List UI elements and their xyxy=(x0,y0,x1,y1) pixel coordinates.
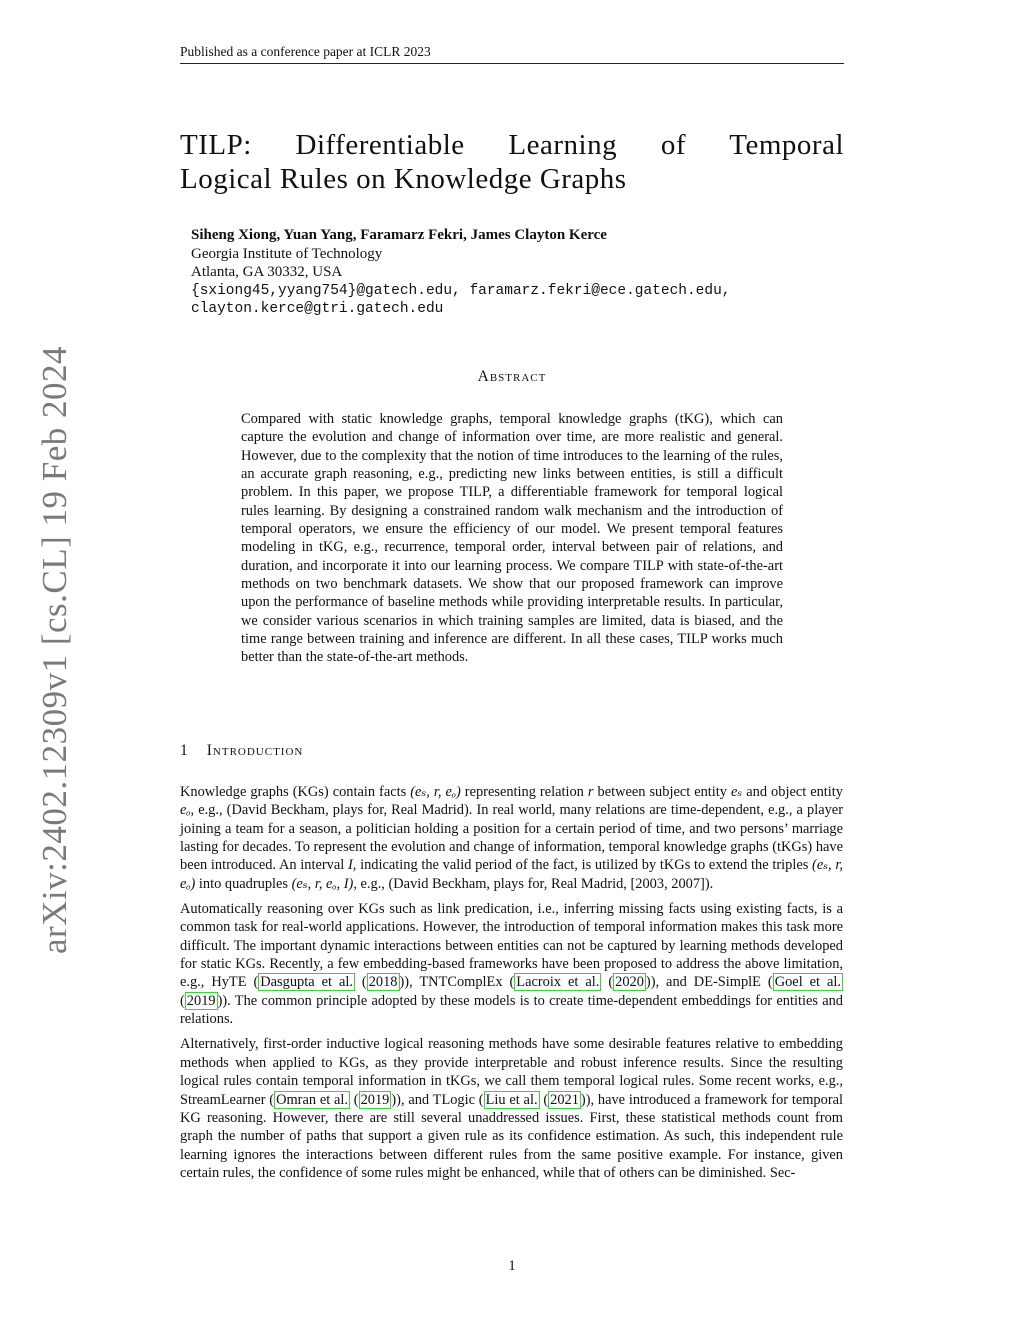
math-triple: (eₛ, r, eₒ) xyxy=(180,857,843,892)
math-interval: I xyxy=(347,857,353,874)
page-number: 1 xyxy=(508,1258,516,1274)
math-subject: eₛ xyxy=(731,784,743,800)
introduction-body xyxy=(180,783,843,1189)
author-emails-line-2[interactable]: clayton.kerce@gtri.gatech.edu xyxy=(191,301,444,317)
citation-year-link[interactable]: 2018 xyxy=(368,974,398,991)
author-emails-line-1[interactable]: {sxiong45,yyang754}@gatech.edu, faramarz.fekri@ece.gatech.edu, xyxy=(191,282,731,299)
title-line-1: TILP: Differentiable Learning of Temporal xyxy=(180,129,844,161)
abstract-heading: Abstract xyxy=(477,368,547,385)
section-heading-introduction xyxy=(180,742,303,760)
citation-year-link[interactable]: 2019 xyxy=(186,992,216,1009)
arxiv-identifier-stamp[interactable]: arXiv:2402.12309v1 [cs.CL] 19 Feb 2024 xyxy=(35,345,74,955)
citation-link[interactable]: Liu et al. xyxy=(485,1091,538,1108)
citation-link[interactable]: Dasgupta et al. xyxy=(260,974,353,991)
paper-title xyxy=(180,128,844,196)
author-block xyxy=(191,226,731,319)
math-quadruple: (eₛ, r, eₒ, I) xyxy=(291,875,354,892)
section-title: Introduction xyxy=(206,742,304,759)
paragraph-1: Knowledge graphs (KGs) contain facts (eₛ, r, eₒ) representing relation r between subject entity eₛ and object entity eₒ, e.g., (David Beckham, plays for, Real Madrid). In real world, many relations are time-dependent, e.g., a player joining a team for a season, a politician holding a position for a certain period of time, and two persons’ marriage lasting for decades. To represent the evolution and change of information, temporal knowledge graphs (tKGs) have been introduced. An interval I, indicating the valid period of the fact, is utilized by tKGs to extend the triples (eₛ, r, eₒ) into quadruples (eₛ, r, eₒ, I), e.g., (David Beckham, plays for, Real Madrid, [2003, 2007]). xyxy=(180,784,844,892)
citation-year-link[interactable]: 2021 xyxy=(550,1091,579,1108)
abstract-text: Compared with static knowledge graphs, temporal knowledge graphs (tKG), which can capture the evolution and change of information over time, are more realistic and general. However, due to the complexity that the notion of time introduces to the learning of the rules, an accurate graph reasoning, e.g., predicting new links between entities, is still a difficult problem. In this paper, we propose TILP, a differentiable framework for temporal logical rules learning. By designing a constrained random walk mechanism and the introduction of temporal operators, we ensure the efficiency of our model. We present temporal features modeling in tKG, e.g., recurrence, temporal order, interval between pair of relations, and duration, and incorporate it into our learning process. We compare TILP with state-of-the-art methods on two benchmark datasets. We show that our proposed framework can improve upon the performance of baseline methods while providing interpretable results. In particular, we consider various scenarios in which training samples are limited, data is biased, and the time range between training and inference are different. In all these cases, TILP works much better than the state-of-the-art methods. xyxy=(241,411,783,666)
citation-year-link[interactable]: 2020 xyxy=(615,974,644,991)
title-line-2: Logical Rules on Knowledge Graphs xyxy=(180,163,627,195)
citation-link[interactable]: Goel et al. xyxy=(774,974,841,991)
section-number: 1 xyxy=(180,742,189,759)
paragraph-3: Alternatively, first-order inductive logical reasoning methods have some desirable features relative to embedding methods when applied to KGs, as they provide interpretable and robust inference results. Since the resulting logical rules contain temporal information in tKGs, we call them temporal logical rules. Some recent works, e.g., StreamLearner ( Omran et al. ( 2019 )), and TLogic ( Liu et al. ( 2021 )), have introduced a framework for temporal KG reasoning. However, there are still several unaddressed issues. First, these statistical methods count from graph the number of paths that support a given rule as its confidence estimation. As such, this independent rule learning ignores the interactions between different rules from the same positive example. For instance, given certain rules, the confidence of some rules might be enhanced, while that of others can be diminished. Sec- xyxy=(180,1036,843,1181)
math-relation: r xyxy=(587,784,594,800)
citation-link[interactable]: Lacroix et al. xyxy=(516,974,600,991)
citation-link[interactable]: Omran et al. xyxy=(276,1091,348,1108)
author-affiliation: Georgia Institute of Technology xyxy=(191,245,383,262)
math-object: eₒ xyxy=(180,802,191,819)
author-names: Siheng Xiong, Yuan Yang, Faramarz Fekri, James Clayton Kerce xyxy=(191,227,607,243)
math-fact-triple: (eₛ, r, eₒ) xyxy=(410,784,461,800)
paragraph-2: Automatically reasoning over KGs such as link predication, i.e., inferring missing facts using existing facts, is a common task for real-world applications. However, the introduction of temporal information makes this task more difficult. The important dynamic interactions between entities can not be captured by learning methods developed for static KGs. Recently, a few embedding-based frameworks have been proposed to address the above limitation, e.g., HyTE ( Dasgupta et al. ( 2018 )), TNTComplEx ( Lacroix et al. ( 2020 )), and DE-SimplE ( Goel et al. ( 2019 )). The common principle adopted by these models is to create time-dependent embeddings for entities and relations. xyxy=(180,901,843,1028)
author-address: Atlanta, GA 30332, USA xyxy=(191,264,343,280)
running-header: Published as a conference paper at ICLR 2023 xyxy=(180,44,844,64)
citation-year-link[interactable]: 2019 xyxy=(360,1091,390,1108)
